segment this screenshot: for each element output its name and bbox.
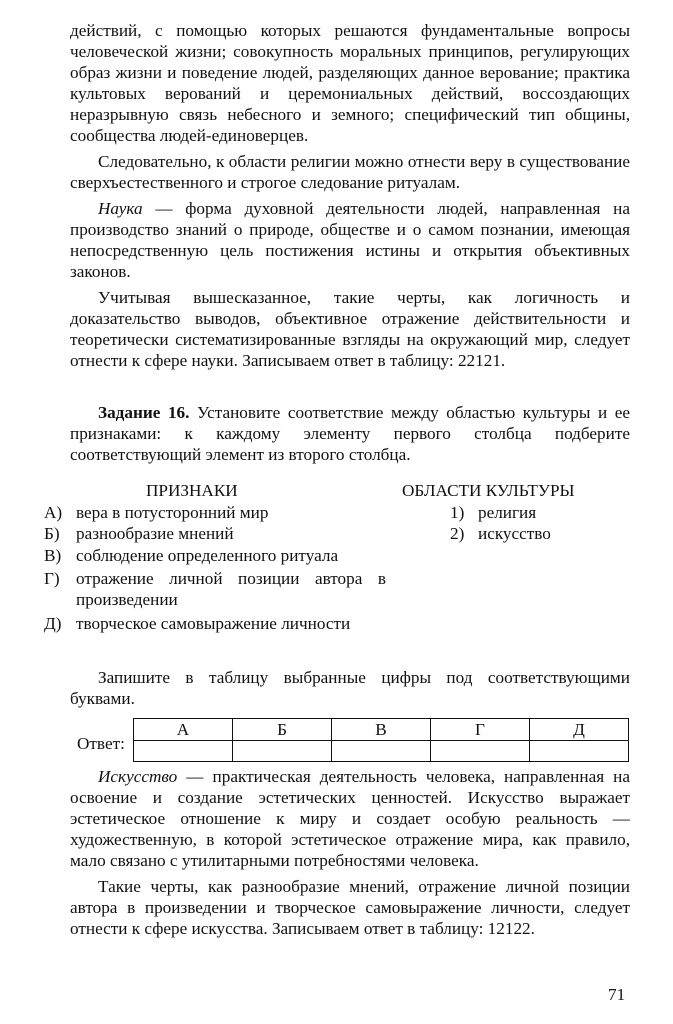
feature-text: соблюдение определенного ритуала — [76, 546, 339, 565]
area-number: 1) — [450, 503, 465, 522]
task-prompt-text: Установите соответствие между областью культуры и ее признаками: к каждому элементу первого столбца подберите соответствующий элемент из второго столбца. — [70, 403, 630, 464]
religion-definition-continued: действий, с помощью которых решаются фундаментальные вопросы человеческой жизни; совокупность моральных принципов, регулирующих образ жизни и поведение людей, разделяющих данное верование; практика культовых верований и церемониальных действий, воссоздающих неразрывную связь небесного и земного; специфический тип общины, сообщества людей-единоверцев. — [70, 21, 630, 145]
answer-column-header: А — [134, 719, 233, 741]
area-text: религия — [478, 503, 537, 522]
art-term: Искусство — [98, 767, 178, 786]
feature-text: разнообразие мнений — [76, 524, 234, 543]
art-conclusion: Такие черты, как разнообразие мнений, отражение личной позиции автора в произведении и творческое самовыражение личности, следует отнести к сфере искусства. Записываем ответ в таблицу: 12122. — [70, 877, 630, 938]
feature-letter: Д) — [44, 614, 62, 633]
intro-section — [70, 20, 630, 371]
science-definition — [70, 198, 630, 282]
art-definition-text: — практическая деятельность человека, направленная на освоение и создание эстетических ценностей. Искусство выражает эстетическое отношение к миру и создает особую реальность — художественную, в которой эстетическое отражение мира, как правило, мало связано с утилитарными потребностями человека. — [70, 767, 630, 870]
answer-table — [133, 718, 629, 762]
areas-header: ОБЛАСТИ КУЛЬТУРЫ — [402, 481, 575, 500]
feature-letter: В) — [44, 546, 62, 565]
answer-column-header: Б — [233, 719, 332, 741]
answer-cell[interactable] — [431, 740, 530, 762]
feature-text: вера в потусторонний мир — [76, 503, 269, 522]
task-statement — [70, 402, 630, 465]
answer-column-header: В — [332, 719, 431, 741]
area-number: 2) — [450, 524, 465, 543]
features-header: ПРИЗНАКИ — [146, 481, 238, 500]
feature-letter: А) — [44, 503, 63, 522]
explanation-section — [70, 766, 630, 939]
answer-column-header: Д — [530, 719, 629, 741]
answer-cell[interactable] — [134, 740, 233, 762]
task-prompt — [70, 402, 630, 465]
science-term: Наука — [98, 199, 143, 218]
feature-letter: Б) — [44, 524, 60, 543]
feature-text: творческое самовыражение личности — [76, 614, 351, 633]
art-definition — [70, 766, 630, 871]
answer-header-row — [134, 719, 629, 741]
area-text: искусство — [478, 524, 551, 543]
answer-cell[interactable] — [233, 740, 332, 762]
instruction-section — [70, 667, 630, 709]
instruction-text: Запишите в таблицу выбранные цифры под соответствующими буквами. — [70, 668, 630, 708]
religion-conclusion: Следовательно, к области религии можно отнести веру в существование сверхъестественного и строгое следование ритуалам. — [70, 152, 630, 192]
answer-cell[interactable] — [530, 740, 629, 762]
science-definition-text: — форма духовной деятельности людей, направленная на производство знаний о природе, обществе и о самом познании, имеющая непосредственную цель постижения истины и открытия объективных законов. — [70, 199, 630, 281]
task-heading: Задание 16. — [98, 403, 190, 422]
science-conclusion: Учитывая вышесказанное, такие черты, как логичность и доказательство выводов, объективное отражение действительности и теоретически систематизированные взгляды на окружающий мир, следует отнести к сфере науки. Записываем ответ в таблицу: 22121. — [70, 288, 630, 370]
page-number: 71 — [608, 985, 626, 1004]
answer-label: Ответ: — [77, 734, 125, 753]
feature-letter: Г) — [44, 569, 60, 588]
answer-cell[interactable] — [332, 740, 431, 762]
answer-value-row — [134, 740, 629, 762]
answer-column-header: Г — [431, 719, 530, 741]
feature-text: отражение личной позиции автора в произведении — [76, 569, 386, 609]
